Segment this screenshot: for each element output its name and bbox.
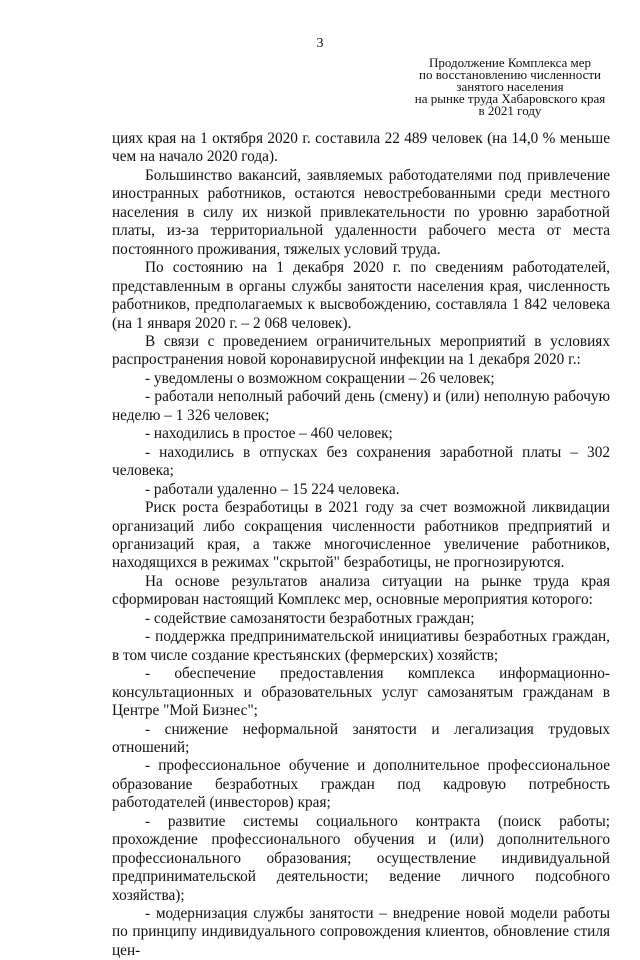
paragraph: - поддержка предпринимательской инициативы безработных граждан, в том числе создание крестьянских (фермерских) хозяйств; bbox=[112, 628, 610, 664]
paragraph: - работали удаленно – 15 224 человека. bbox=[145, 480, 400, 498]
paragraph: - модернизация службы занятости – внедрение новой модели работы по принципу индивидуального сопровождения клиентов, обновление стиля цен- bbox=[112, 905, 610, 959]
paragraph: - профессиональное обучение и дополнительное профессиональное образование безработных граждан под кадровую потребность работодателей (инвесторов) края; bbox=[112, 757, 610, 812]
paragraph: По состоянию на 1 декабря 2020 г. по сведениям работодателей, представленным в органы службы занятости населения края, численность работников, предполагаемых к высвобождению, составляла 1 842 человека (на 1 января 2020 г. – 2 068 человек). bbox=[112, 259, 610, 332]
paragraph: - работали неполный рабочий день (смену) и (или) неполную рабочую неделю – 1 326 человек; bbox=[112, 388, 610, 424]
paragraph: В связи с проведением ограничительных мероприятий в условиях распространения новой коронавирусной инфекции на 1 декабря 2020 г.: bbox=[112, 332, 610, 369]
paragraph: - находились в отпусках без сохранения заработной платы – 302 человека; bbox=[112, 443, 610, 480]
paragraph: Риск роста безработицы в 2021 году за счет возможной ликвидации организаций либо сокращения численности работников предприятий и организаций края, а также многочисленное увеличение работников, находящихся в режимах "скрытой" безработицы, не прогнозируются. bbox=[112, 499, 610, 572]
header-line: в 2021 году bbox=[478, 103, 542, 118]
paragraph: На основе результатов анализа ситуации на рынке труда края сформирован настоящий Комплекс мер, основные мероприятия которого: bbox=[112, 572, 610, 609]
header-line: по восстановлению численности bbox=[419, 67, 601, 82]
paragraph: - развитие системы социального контракта (поиск работы; прохождение профессионального обучения и (или) дополнительного профессионального образования; осуществление индивидуальной предпринимательской деятельности; ведение личного подсобного хозяйства); bbox=[112, 812, 610, 904]
paragraph: - обеспечение предоставления комплекса информационно-консультационных и образовательных услуг самозанятым гражданам в Центре "Мой Бизнес"; bbox=[112, 665, 610, 720]
document-header bbox=[405, 57, 615, 117]
paragraph: - находились в простое – 460 человек; bbox=[145, 425, 393, 443]
paragraph: - уведомлены о возможном сокращении – 26 человек; bbox=[145, 369, 495, 387]
paragraph: - содействие самозанятости безработных граждан; bbox=[145, 609, 475, 627]
header-line: занятого населения bbox=[456, 79, 564, 94]
document-body bbox=[112, 130, 610, 960]
page-number: 3 bbox=[316, 36, 324, 51]
header-line: Продолжение Комплекса мер bbox=[428, 55, 592, 70]
header-line: на рынке труда Хабаровского края bbox=[414, 91, 606, 106]
paragraph: - снижение неформальной занятости и легализация трудовых отношений; bbox=[112, 720, 610, 756]
paragraph: Большинство вакансий, заявляемых работодателями под привлечение иностранных работников, остаются невостребованными среди местного населения в силу их низкой привлекательности по уровню заработной платы, из-за территориальной удаленности рабочего места от места постоянного проживания, тяжелых условий труда. bbox=[112, 166, 610, 258]
paragraph: циях края на 1 октября 2020 г. составила 22 489 человек (на 14,0 % меньше чем на начало 2020 года). bbox=[112, 130, 610, 166]
